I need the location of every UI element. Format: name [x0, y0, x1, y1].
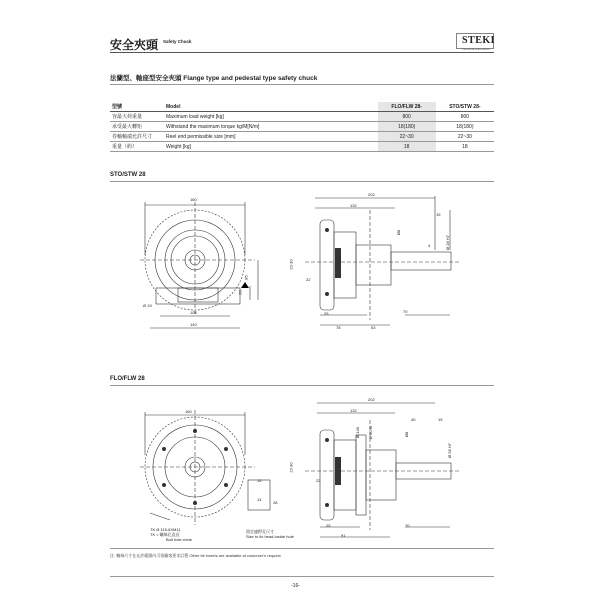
spec-table [110, 102, 494, 152]
page-title: 安全夾頭 [110, 38, 159, 52]
footer-rule [110, 548, 494, 549]
drawing-title-flo: FLO/FLW 28 [110, 376, 145, 382]
dim-width: 160 [185, 409, 192, 414]
page-subtitle: Safety Chuck [163, 39, 192, 44]
dim-total: 202 [368, 192, 375, 197]
row-label-en: Weight [kg] [164, 142, 378, 152]
section-title: 法蘭型、軸座型安全夾頭 Flange type and pedestal type safety chuck [110, 75, 318, 82]
table-row [110, 132, 494, 142]
row-label-zh: 重量（約） [110, 142, 164, 152]
size-en: Size to fix head-inside hole [246, 534, 294, 539]
sto-front-view [130, 190, 280, 340]
dim-91: 91 [341, 533, 346, 538]
dim-height: 85 [243, 275, 249, 280]
dim-15: 15 [438, 417, 443, 422]
dim-total: 202 [368, 397, 375, 402]
row-value-sto: 18(180) [436, 122, 494, 132]
dim-width: 160 [190, 197, 197, 202]
row-value-sto: 800 [436, 112, 494, 122]
table-row [110, 112, 494, 122]
row-value-flo: 22~30 [378, 132, 436, 142]
flo-front-view [130, 395, 280, 540]
dim-70: 70 [403, 309, 408, 314]
section-rule [110, 84, 494, 85]
row-value-flo: 18 [378, 142, 436, 152]
dim-53: 53 [371, 325, 376, 330]
row-label-zh: 卷軸軸端允許尺寸 [110, 132, 164, 142]
dim-key: 15 [436, 212, 441, 217]
dim-70: 70 [405, 523, 410, 528]
dim-4: 4 [428, 243, 431, 248]
header-rule [110, 52, 494, 53]
header-sto: STO/STW 28- [436, 102, 494, 112]
row-label-en: Reel end permissible size [mm] [164, 132, 378, 142]
bolt-label: TK Ø 115-6XM11 [150, 527, 181, 532]
dim-holder: 22-30 [288, 259, 294, 270]
dim-body: 132 [350, 203, 357, 208]
footnote: 注. 軸端尺寸在允許範圍內可依顧客要求訂製 Other bit inserts are available at customer's request [110, 553, 281, 558]
dim-insert: Ø 28 H7 [446, 443, 452, 458]
row-value-sto: 18 [436, 142, 494, 152]
size-zh: 固定連桿孔尺寸 [246, 529, 274, 534]
page-bottom-rule [110, 576, 494, 577]
drawing-title-sto: STO/STW 28 [110, 172, 146, 178]
dim-base1: 105 [190, 310, 197, 315]
row-label-en: Maximum load weight [kg] [164, 112, 378, 122]
row-value-flo: 18(180) [378, 122, 436, 132]
dim-body: 132 [350, 408, 357, 413]
dim-15: 15 [257, 478, 262, 483]
dim-d1: Ø 140 [354, 427, 360, 438]
header-zh: 型號 [110, 102, 164, 112]
dim-f8: Ø8 [404, 431, 410, 438]
dim-shaft: 20 [237, 290, 243, 295]
row-label-zh: 容最大荷重量 [110, 112, 164, 122]
header-flo: FLO/FLW 28- [378, 102, 436, 112]
dim-left: 22 [306, 277, 311, 282]
table-row [110, 142, 494, 152]
page-number: -16- [291, 583, 300, 589]
drawing-rule-flo [110, 385, 494, 386]
dim-78: 78 [336, 325, 341, 330]
dim-28: 28 [273, 500, 278, 505]
bolt-zh: TK = 螺絲孔直徑 [150, 532, 180, 537]
dim-22: 22 [316, 478, 321, 483]
table-header-row [110, 102, 494, 112]
row-label-en: Withstand the maximum torque kg/M[N/m] [164, 122, 378, 132]
dim-insert: Ø 28 H7 [444, 235, 450, 250]
table-row [110, 122, 494, 132]
dim-40: 40 [411, 417, 416, 422]
dim-d2: Ø 90 f6 [368, 425, 374, 440]
dim-25: 25 [326, 523, 331, 528]
dim-holder: 22-30 [288, 462, 294, 473]
row-label-zh: 承受最大轉矩 [110, 122, 164, 132]
dim-hole: Ø 19 [143, 303, 152, 308]
header-en: Model [164, 102, 378, 112]
row-value-sto: 22~30 [436, 132, 494, 142]
logo-text: STEKI [462, 35, 496, 46]
bolt-en: Bolt hole circle [166, 537, 193, 542]
row-value-flo: 800 [378, 112, 436, 122]
logo-tagline: Industrial Automation [462, 47, 491, 51]
dim-f8: Ø8 [396, 229, 402, 236]
dim-14: 14 [257, 497, 262, 502]
drawing-rule-sto [110, 181, 494, 182]
dim-25: 25 [324, 311, 329, 316]
dim-base2: 140 [190, 322, 197, 327]
